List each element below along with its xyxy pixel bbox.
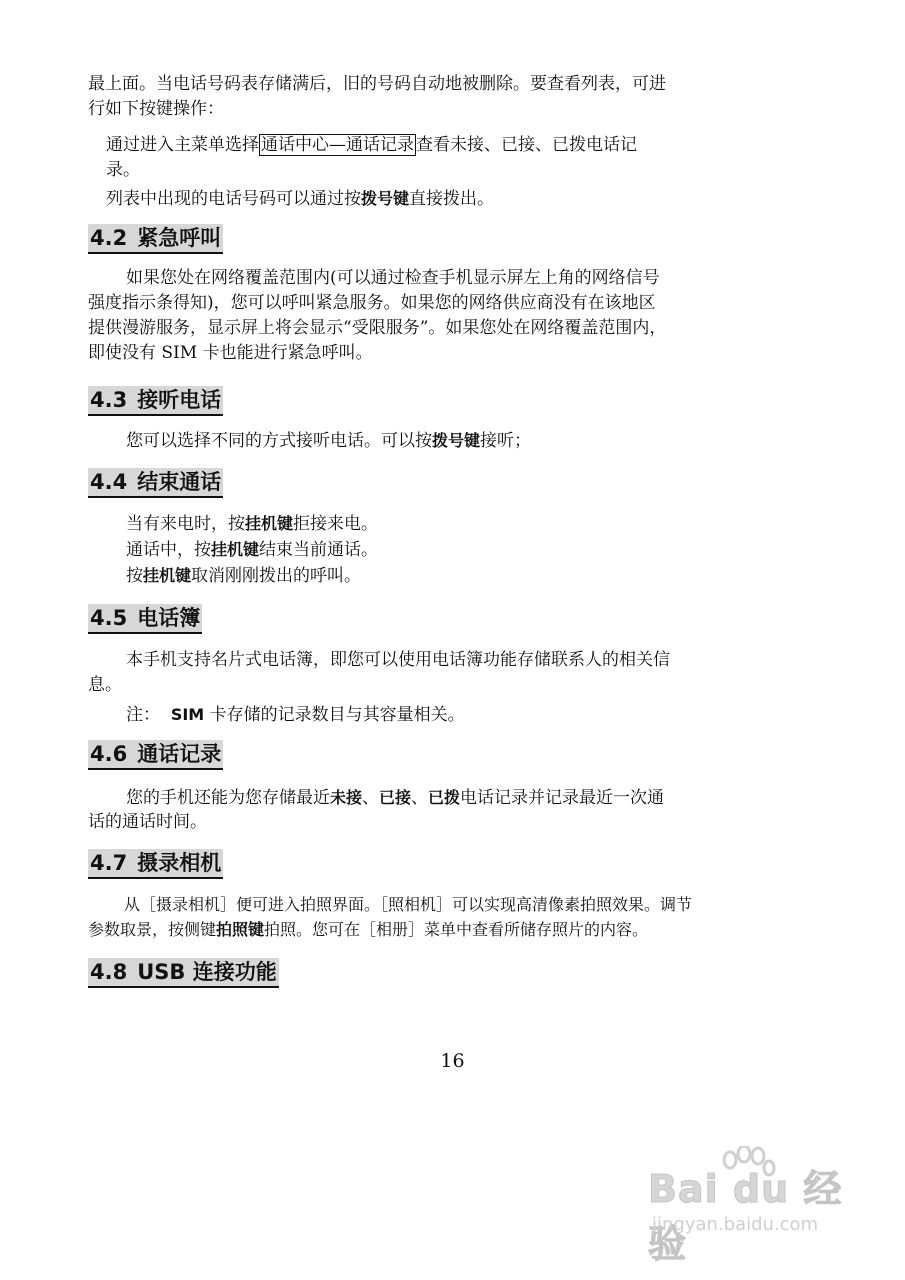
section-4-7-body-cont [88, 917, 758, 942]
section-number: 4.8 [90, 960, 128, 984]
key-label: 拍照键 [216, 920, 265, 939]
body-text: 结束当前通话。 [259, 540, 379, 560]
nav-pre-text: 通过进入主菜单选择 [106, 135, 259, 155]
key-label: 挂机键 [143, 566, 192, 585]
body-line: 从［摄录相机］便可进入拍照界面。［照相机］可以实现高清像素拍照效果。调节 [124, 895, 693, 914]
body-line: 提供漫游服务，显示屏上将会显示“受限服务”。如果您处在网络覆盖范围内， [88, 318, 667, 338]
body-text: 当有来电时，按 [126, 514, 245, 534]
body-text: 接听； [480, 431, 532, 451]
body-text: 按 [126, 566, 143, 586]
body-line: 即使没有 SIM 卡也能进行紧急呼叫。 [88, 343, 373, 363]
body-line: 话的通话时间。 [88, 812, 207, 832]
section-4-2-body-cont [88, 291, 748, 366]
note-label: 注： [126, 705, 160, 725]
menu-path-box: 通话中心—通话记录 [261, 135, 414, 155]
body-line: 本手机支持名片式电话簿，即您可以使用电话簿功能存储联系人的相关信 [126, 650, 670, 670]
section-heading-4-6 [88, 740, 223, 770]
body-text: 通话中，按 [126, 540, 211, 560]
body-text: 拒接来电。 [293, 514, 379, 534]
nav-end-text: 录。 [106, 160, 140, 180]
body-text: 您可以选择不同的方式接听电话。可以按 [126, 431, 432, 451]
section-number: 4.4 [90, 470, 128, 494]
section-heading-4-3 [88, 386, 223, 416]
section-4-6-body-cont [88, 810, 748, 835]
section-title: 结束通话 [137, 470, 222, 494]
section-4-6-body [88, 785, 748, 811]
body-line: 息。 [88, 675, 122, 695]
dial-pre-text: 列表中出现的电话号码可以通过按 [106, 189, 361, 209]
intro-line-2: 行如下按键操作： [88, 99, 224, 119]
section-heading-4-8 [88, 958, 279, 988]
section-4-3-body [88, 428, 748, 454]
section-heading-4-4 [88, 468, 223, 498]
section-title: 接听电话 [137, 388, 222, 412]
section-4-5-note [88, 702, 748, 728]
body-text: 电话记录并记录最近一次通 [460, 788, 665, 808]
page-number: 16 [440, 1050, 465, 1072]
section-title: 电话簿 [137, 606, 201, 630]
body-text: 您的手机还能为您存储最近 [126, 788, 330, 808]
section-heading-4-2 [88, 224, 223, 254]
nav-post-text: 查看未接、已接、已拨电话记 [416, 135, 637, 155]
watermark-url: jingyan.baidu.com [652, 1214, 819, 1235]
section-4-5-body [88, 648, 748, 673]
section-title: 通话记录 [137, 742, 222, 766]
key-label: 拨号键 [432, 431, 481, 450]
note-text: 卡存储的记录数目与其容量相关。 [209, 705, 465, 725]
section-number: 4.2 [90, 226, 128, 250]
watermark [640, 1158, 880, 1268]
section-title: 紧急呼叫 [137, 226, 222, 250]
received-label: 已接 [379, 788, 412, 807]
key-label: 挂机键 [245, 514, 294, 533]
section-4-7-body [88, 892, 758, 917]
section-title: USB 连接功能 [137, 960, 277, 984]
intro-line-1: 最上面。当电话号码表存储满后，旧的号码自动地被删除。要查看列表，可进 [88, 74, 666, 94]
body-text: 取消刚刚拨出的呼叫。 [191, 566, 362, 586]
separator: 、 [362, 788, 380, 808]
dial-instruction [88, 186, 748, 212]
dial-post-text: 直接拨出。 [409, 189, 495, 209]
section-number: 4.6 [90, 742, 128, 766]
section-title: 摄录相机 [137, 851, 222, 875]
section-heading-4-7 [88, 849, 223, 879]
section-4-2-body [88, 266, 748, 291]
key-label: 挂机键 [211, 540, 260, 559]
dial-key-label: 拨号键 [361, 189, 410, 208]
baidu-logo: Bai du 经验 [648, 1167, 843, 1266]
dialed-label: 已拨 [428, 788, 461, 807]
nav-instruction [88, 133, 748, 183]
intro-paragraph [88, 72, 748, 122]
body-text: 拍照。您可在［相册］菜单中查看所储存照片的内容。 [264, 920, 649, 939]
body-line: 强度指示条得知)，您可以呼叫紧急服务。如果您的网络供应商没有在该地区 [88, 293, 656, 313]
section-number: 4.5 [90, 606, 128, 630]
section-4-4-body [88, 511, 748, 589]
section-number: 4.3 [90, 388, 128, 412]
sim-label: SIM [170, 705, 205, 724]
section-number: 4.7 [90, 851, 128, 875]
body-text: 参数取景，按侧键 [88, 920, 217, 939]
body-line: 如果您处在网络覆盖范围内(可以通过检查手机显示屏左上角的网络信号 [126, 268, 660, 288]
section-4-5-body-cont [88, 673, 748, 698]
missed-label: 未接 [330, 788, 363, 807]
section-heading-4-5 [88, 604, 202, 634]
separator: 、 [411, 788, 429, 808]
